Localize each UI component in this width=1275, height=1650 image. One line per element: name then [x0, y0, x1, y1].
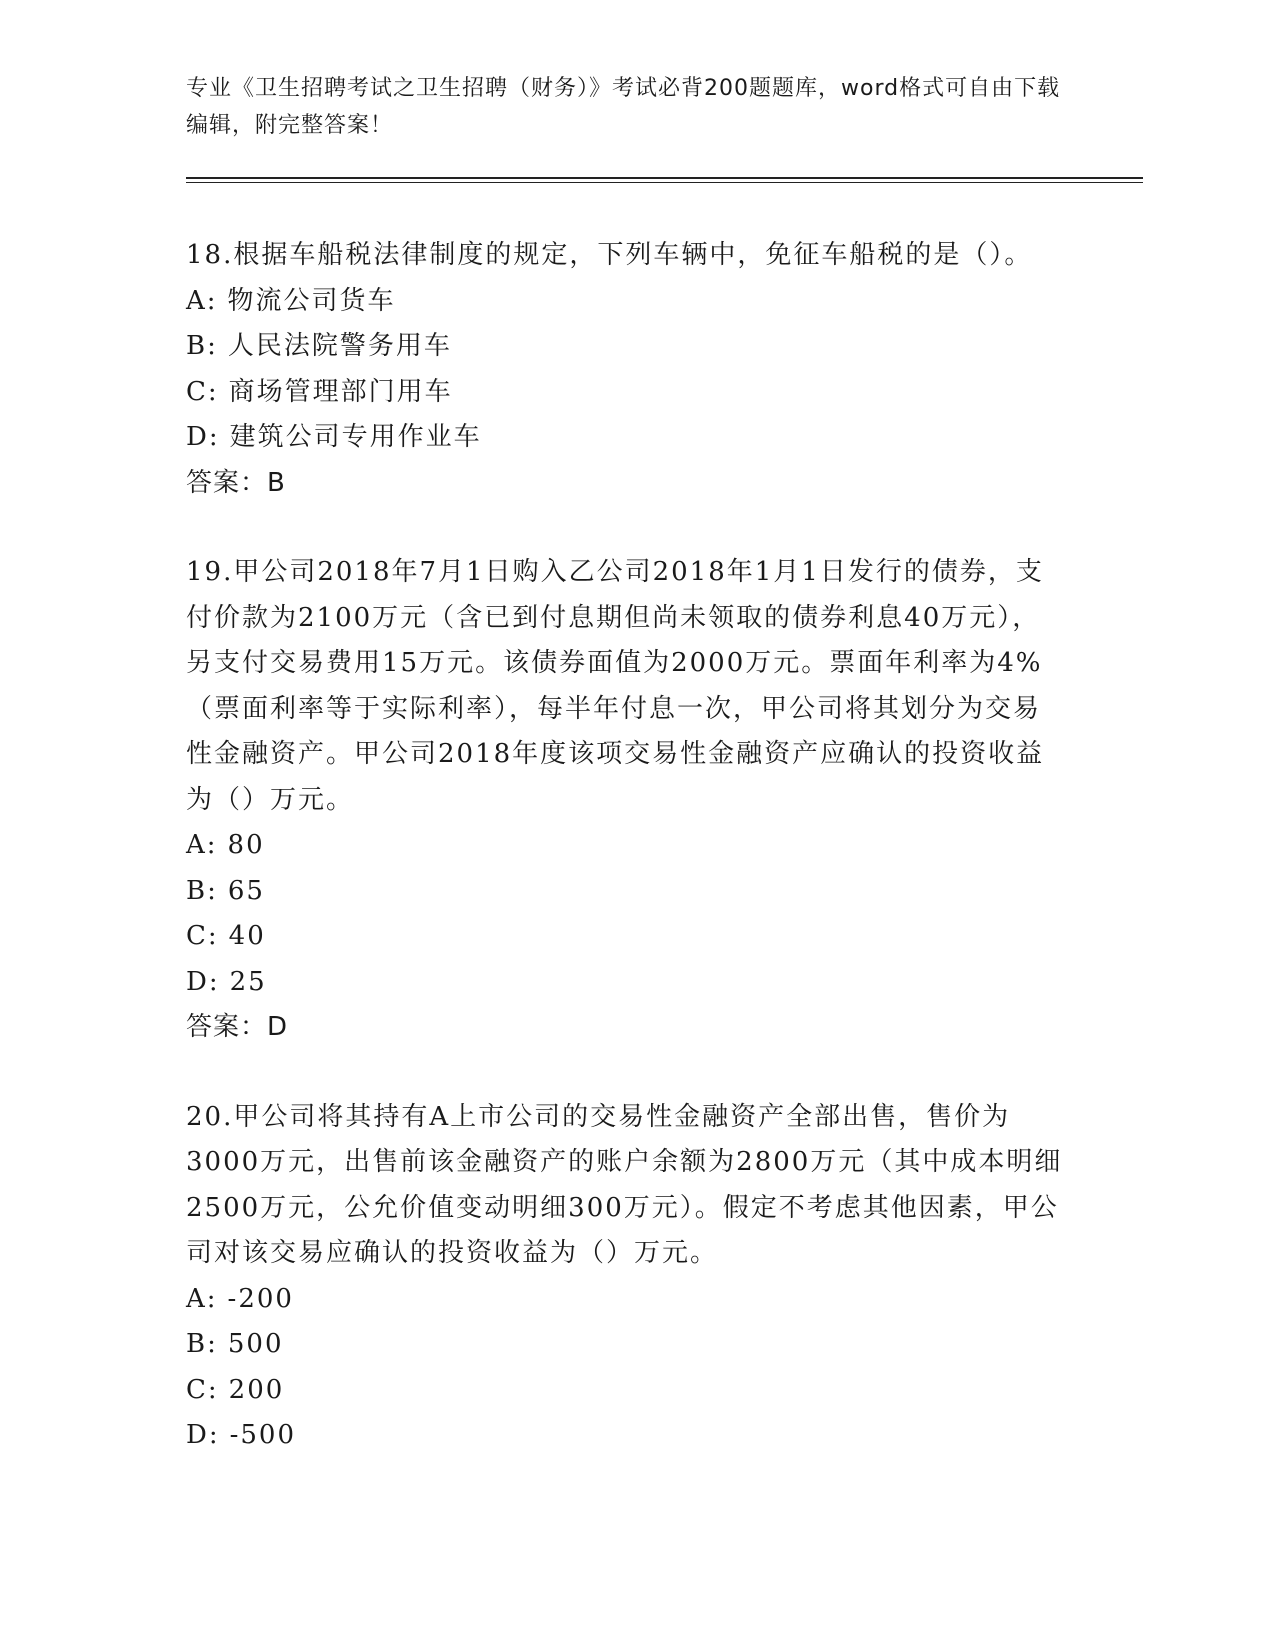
option-d: [186, 415, 1066, 461]
answer-line: 答案：B: [186, 467, 286, 498]
option-text: 80: [227, 830, 265, 860]
option-c: [186, 914, 1066, 960]
option-letter: A:: [186, 830, 218, 860]
option-letter: B:: [186, 331, 218, 361]
question-stem: 18.根据车船税法律制度的规定，下列车辆中，免征车船税的是（）。: [186, 240, 1033, 270]
option-letter: D:: [186, 1420, 220, 1450]
question-20: [186, 1095, 1066, 1459]
option-b: [186, 869, 1066, 915]
question-stem: 20.甲公司将其持有A上市公司的交易性金融资产全部出售，售价为3000万元，出售前该金融资产的账户余额为2800万元（其中成本明细2500万元，公允价值变动明细300万元）。假定不考虑其他因素，甲公司对该交易应确认的投资收益为（）万元。: [186, 1101, 1063, 1268]
option-letter: A:: [186, 1283, 218, 1314]
option-text: 25: [229, 966, 267, 997]
option-letter: B:: [186, 1329, 218, 1359]
option-a: [186, 823, 1066, 869]
option-text: 物流公司货车: [227, 285, 396, 316]
option-text: 商场管理部门用车: [228, 376, 453, 407]
option-c: [186, 1368, 1066, 1414]
option-text: 人民法院警务用车: [227, 331, 452, 361]
option-c: [186, 370, 1066, 416]
option-b: [186, 1322, 1066, 1368]
option-text: 200: [228, 1374, 285, 1405]
option-b: [186, 324, 1066, 370]
option-letter: D:: [186, 422, 220, 452]
question-stem: 19.甲公司2018年7月1日购入乙公司2018年1月1日发行的债券，支付价款为2100万元（含已到付息期但尚未领取的债券利息40万元），另支付交易费用15万元。该债券面值为2000万元。票面年利率为4%（票面利率等于实际利率），每半年付息一次，甲公司将其划分为交易性金融资产。甲公司2018年度该项交易性金融资产应确认的投资收益为（）万元。: [186, 557, 1045, 815]
option-text: 40: [228, 921, 266, 951]
option-text: 65: [227, 875, 265, 906]
document-header: [186, 70, 1066, 144]
option-d: [186, 960, 1066, 1006]
option-letter: B:: [186, 875, 218, 906]
option-text: -500: [229, 1420, 297, 1450]
option-text: 建筑公司专用作业车: [229, 422, 482, 452]
option-letter: C:: [186, 921, 219, 951]
option-letter: C:: [186, 376, 219, 407]
header-divider-thin: [186, 182, 1143, 183]
option-letter: D:: [186, 966, 220, 997]
option-a: [186, 1277, 1066, 1323]
question-18: [186, 233, 1066, 506]
option-text: -200: [227, 1283, 294, 1314]
option-letter: A:: [186, 285, 218, 316]
question-list: [186, 233, 1066, 1503]
option-d: [186, 1413, 1066, 1459]
question-19: [186, 550, 1066, 1051]
option-a: [186, 279, 1066, 325]
option-text: 500: [227, 1329, 284, 1359]
option-letter: C:: [186, 1374, 219, 1405]
header-text: 专业《卫生招聘考试之卫生招聘（财务）》考试必背200题题库，word格式可自由下载编辑，附完整答案！: [186, 76, 1061, 138]
answer-line: 答案：D: [186, 1012, 289, 1042]
header-divider-thick: [186, 177, 1143, 179]
